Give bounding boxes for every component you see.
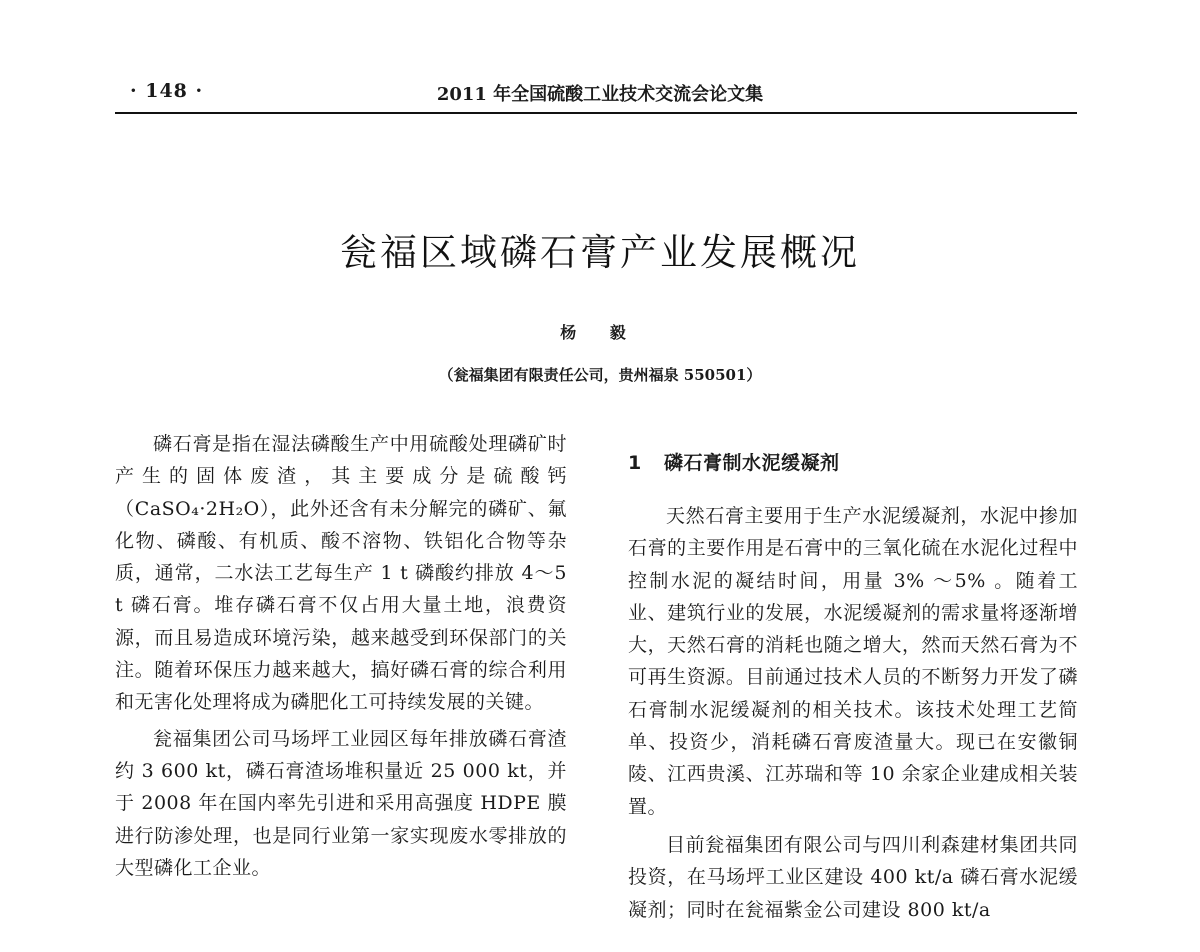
section-title: 磷石膏制水泥缓凝剂 xyxy=(664,452,840,474)
paragraph: 瓮福集团公司马场坪工业园区每年排放磷石膏渣约 3 600 kt，磷石膏渣场堆积量近 25 000 kt，并于 2008 年在国内率先引进和采用高强度 HDPE 膜进行防渗处理，也是同行业第一家实现废水零排放的大型磷化工企业。 xyxy=(115,727,567,879)
section-number: 1 xyxy=(628,452,642,474)
author: 杨 毅 xyxy=(560,323,640,342)
paper-title: 瓮福区域磷石膏产业发展概况 xyxy=(340,231,860,274)
paragraph: 目前瓮福集团有限公司与四川利森建材集团共同投资，在马场坪工业区建设 400 kt/a 磷石膏水泥缓凝剂；同时在瓮福紫金公司建设 800 kt/a xyxy=(628,833,1078,921)
right-column xyxy=(628,428,1078,932)
left-column xyxy=(115,428,567,888)
paragraph: 磷石膏是指在湿法磷酸生产中用硫酸处理磷矿时产生的固体废渣，其主要成分是硫酸钙（CaSO₄·2H₂O），此外还含有未分解完的磷矿、氟化物、磷酸、有机质、酸不溶物、铁铝化合物等杂质，通常，二水法工艺每生产 1 t 磷酸约排放 4～5 t 磷石膏。堆存磷石膏不仅占用大量土地，浪费资源，而且易造成环境污染，越来越受到环保部门的关注。随着环保压力越来越大，搞好磷石膏的综合利用和无害化处理将成为磷肥化工可持续发展的关键。 xyxy=(115,433,567,714)
affiliation: （瓮福集团有限责任公司，贵州福泉 550501） xyxy=(438,366,762,384)
header-rule xyxy=(115,112,1077,114)
page-number: · 148 · xyxy=(130,80,204,102)
section-heading xyxy=(628,448,1078,478)
running-title: 2011 年全国硫酸工业技术交流会论文集 xyxy=(436,84,764,105)
paragraph: 天然石膏主要用于生产水泥缓凝剂，水泥中掺加石膏的主要作用是石膏中的三氧化硫在水泥化过程中控制水泥的凝结时间，用量 3% ～5% 。随着工业、建筑行业的发展，水泥缓凝剂的需求量将逐渐增大，天然石膏的消耗也随之增大，然而天然石膏为不可再生资源。目前通过技术人员的不断努力开发了磷石膏制水泥缓凝剂的相关技术。该技术处理工艺简单、投资少，消耗磷石膏废渣量大。现已在安徽铜陵、江西贵溪、江苏瑞和等 10 余家企业建成相关装置。 xyxy=(628,505,1078,818)
